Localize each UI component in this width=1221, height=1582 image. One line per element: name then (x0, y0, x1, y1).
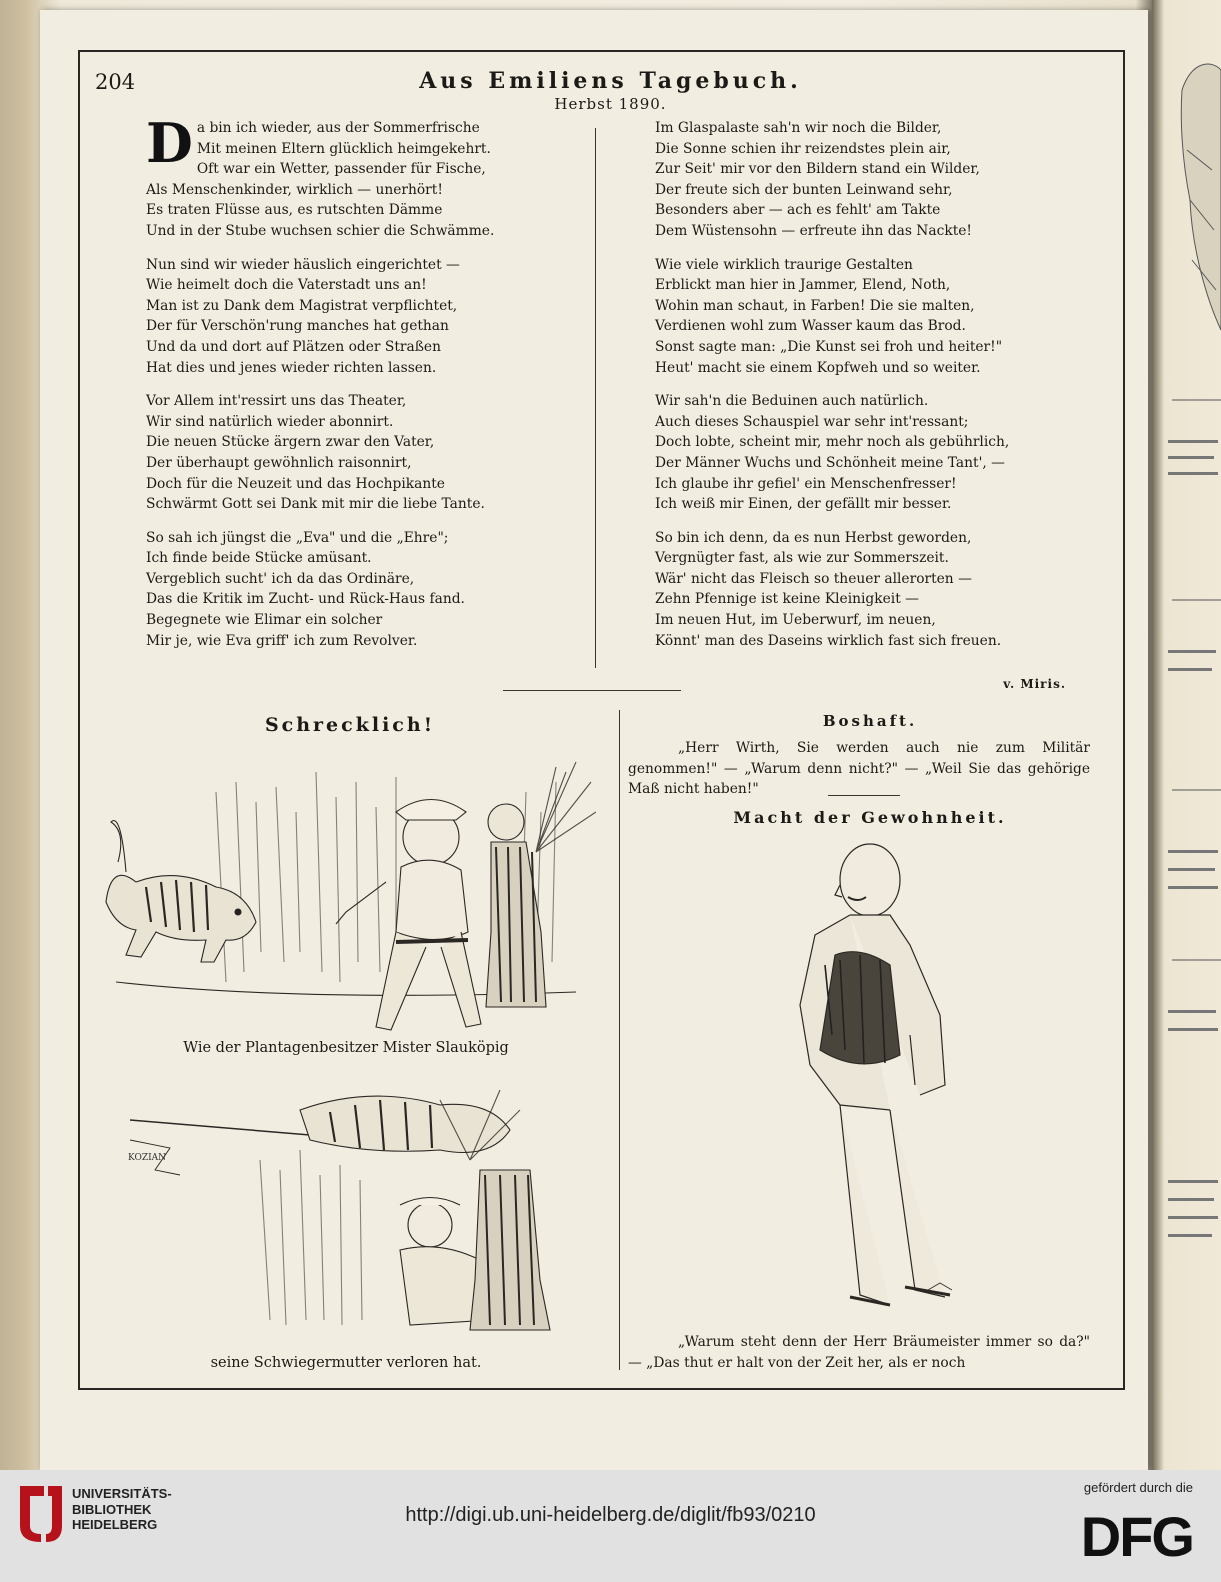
page-subtitle: Herbst 1890. (554, 95, 667, 113)
poem-line: Zehn Pfennige ist keine Kleinigkeit — (655, 591, 919, 608)
poem-line: Wär' nicht das Fleisch so theuer allerorten — (655, 570, 972, 587)
cartoon-tiger-leap (110, 1080, 590, 1345)
poem-line: Nun sind wir wieder häuslich eingerichtet — (146, 256, 460, 273)
cartoon-caption-2: seine Schwiegermutter verloren hat. (210, 1355, 482, 1371)
poem-line: Wir sind natürlich wieder abonnirt. (146, 413, 394, 430)
stanza (655, 528, 1095, 652)
poem-line: Das die Kritik im Zucht- und Rück-Haus fand. (146, 591, 465, 608)
library-name-line: UNIVERSITÄTS- (72, 1486, 172, 1501)
stanza (655, 391, 1095, 515)
poem-line: Der Männer Wuchs und Schönheit meine Tant', — (655, 454, 1005, 471)
cartoon-caption-1: Wie der Plantagenbesitzer Mister Slauköpig (183, 1040, 509, 1056)
poem-line: Es traten Flüsse aus, es rutschten Dämme (146, 202, 443, 219)
poem-line: Hat dies und jenes wieder richten lassen. (146, 359, 437, 376)
cartoon-title-gewohnheit: Macht der Gewohnheit. (733, 808, 1007, 827)
poem-line: Vergeblich sucht' ich da das Ordinäre, (146, 570, 415, 587)
page-title: Aus Emiliens Tagebuch. (419, 68, 802, 94)
poem-line: a bin ich wieder, aus der Sommerfrische (196, 120, 480, 136)
column-divider (595, 128, 596, 668)
poem-line: Ich weiß mir Einen, der gefällt mir besser. (655, 496, 952, 513)
artist-signature: KOZIAN (128, 1153, 167, 1163)
poem-right-column (655, 118, 1095, 664)
permalink-url[interactable]: http://digi.ub.uni-heidelberg.de/diglit/fb93/0210 (405, 1504, 816, 1526)
poem-line: Die neuen Stücke ärgern zwar den Vater, (146, 434, 435, 451)
funding-note: gefördert durch die (1083, 1480, 1193, 1495)
poem-line: So sah ich jüngst die „Eva" und die „Ehre"; (146, 529, 449, 546)
poem-line: Im Glaspalaste sah'n wir noch die Bilder, (655, 120, 942, 136)
anecdote-text-boshaft: „Herr Wirth, Sie werden auch nie zum Militär genommen!" — „Warum denn nicht?" — „Weil Sie das gehörige Maß nicht haben!" (628, 740, 1090, 798)
poem-line: Schwärmt Gott sei Dank mit mir die liebe Tante. (146, 496, 485, 513)
section-rule (503, 690, 681, 691)
poem-line: Wie viele wirklich traurige Gestalten (655, 256, 913, 273)
poem-line: Verdienen wohl zum Wasser kaum das Brod. (655, 318, 966, 335)
poem-line: Als Menschenkinder, wirklich — unerhört! (146, 181, 443, 198)
poem-line: Könnt' man des Daseins wirklich fast sich freuen. (655, 632, 1002, 649)
cartoon-brewmaster (740, 835, 1000, 1315)
poem-line: Zur Seit' mir vor den Bildern stand ein Wilder, (655, 161, 980, 178)
poem-line: Der für Verschön'rung manches hat gethan (146, 318, 449, 335)
poem-line: Der freute sich der bunten Leinwand sehr, (655, 181, 953, 198)
poem-line: Mit meinen Eltern glücklich heimgekehrt. (196, 140, 491, 157)
section-rule (828, 795, 900, 796)
poem-line: Ich glaube ihr gefiel' ein Menschenfresser! (655, 475, 957, 492)
poem-line: So bin ich denn, da es nun Herbst geworden, (655, 529, 972, 546)
poem-line: Heut' macht sie einem Kopfweh und so weiter. (655, 359, 981, 376)
cartoon-tiger-chase (96, 752, 596, 1037)
poem-left-column (146, 111, 586, 664)
poem-signature: v. Miris. (1003, 677, 1066, 691)
poem-line: Besonders aber — ach es fehlt' am Takte (655, 202, 941, 219)
poem-line: Man ist zu Dank dem Magistrat verpflichtet, (146, 297, 458, 314)
stanza (146, 255, 586, 379)
stanza (655, 118, 1095, 242)
adjacent-page-edge (1152, 0, 1221, 1470)
cartoon-caption-gewohnheit: „Warum steht denn der Herr Bräumeister immer so da?" — „Das thut er halt von der Zeit her, als er noch (628, 1334, 1090, 1371)
poem-line: Und da und dort auf Plätzen oder Straßen (146, 338, 441, 355)
page-number: 204 (95, 70, 136, 94)
anecdote-title-boshaft: Boshaft. (822, 712, 918, 730)
poem-line: Vergnügter fast, als wie zur Sommerszeit. (655, 550, 949, 567)
poem-line: Wohin man schaut, in Farben! Die sie malten, (655, 297, 975, 314)
poem-line: Sonst sagte man: „Die Kunst sei froh und heiter!" (655, 338, 1003, 355)
stanza (655, 255, 1095, 379)
section-divider (619, 710, 620, 1370)
poem-line: Wir sah'n die Beduinen auch natürlich. (655, 393, 929, 410)
poem-line: Die Sonne schien ihr reizendstes plein air, (655, 140, 951, 157)
poem-line: Erblickt man hier in Jammer, Elend, Noth, (655, 277, 951, 294)
poem-line: Vor Allem int'ressirt uns das Theater, (146, 393, 407, 410)
poem-line: Oft war ein Wetter, passender für Fische, (196, 161, 486, 178)
cartoon-title-schrecklich: Schrecklich! (264, 714, 436, 736)
poem-line: Wie heimelt doch die Vaterstadt uns an! (146, 277, 427, 294)
drop-cap: D (146, 111, 193, 175)
adjacent-page-fragment (1152, 0, 1221, 1470)
poem-line: Auch dieses Schauspiel war sehr int'ressant; (655, 413, 969, 430)
poem-line: Und in der Stube wuchsen schier die Schwämme. (146, 222, 495, 239)
poem-line: Der überhaupt gewöhnlich raisonnirt, (146, 454, 412, 471)
poem-line: Doch für die Neuzeit und das Hochpikante (146, 475, 445, 492)
poem-line: Mir je, wie Eva griff' ich zum Revolver. (146, 632, 418, 649)
stanza (146, 528, 586, 652)
viewer-footer (0, 1470, 1221, 1582)
poem-line: Ich finde beide Stücke amüsant. (146, 550, 372, 567)
dfg-logo: DFG (1080, 1505, 1193, 1568)
poem-line: Begegnete wie Elimar ein solcher (146, 612, 383, 629)
library-name-line: BIBLIOTHEK (72, 1501, 152, 1517)
stanza (146, 111, 586, 242)
poem-line: Doch lobte, scheint mir, mehr noch als gebührlich, (655, 434, 1010, 451)
poem-line: Im neuen Hut, im Ueberwurf, im neuen, (655, 612, 936, 629)
poem-line: Dem Wüstensohn — erfreute ihn das Nackte! (655, 222, 972, 239)
library-name-line: HEIDELBERG (72, 1517, 158, 1532)
stanza (146, 391, 586, 515)
